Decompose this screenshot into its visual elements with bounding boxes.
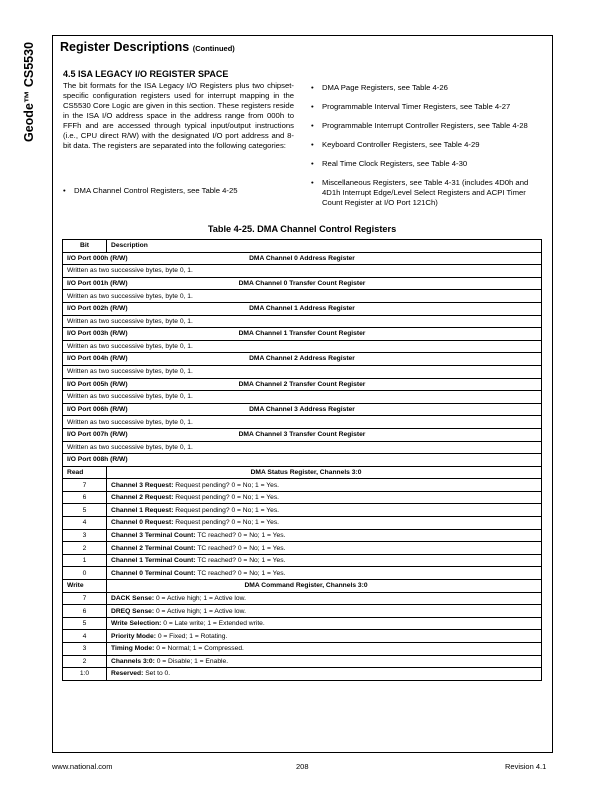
- side-title: [18, 36, 40, 142]
- register-name: DMA Channel 0 Transfer Count Register: [238, 279, 366, 287]
- bit-row: [63, 592, 542, 605]
- bit-description: [107, 504, 542, 517]
- port-description: Written as two successive bytes, byte 0, 1.: [63, 340, 542, 353]
- bit-row: [63, 668, 542, 681]
- port-header-row: [63, 454, 542, 467]
- bullet-item: • DMA Page Registers, see Table 4-26: [311, 83, 543, 93]
- port-description-row: [63, 265, 542, 278]
- bit-description: [107, 479, 542, 492]
- bit-number: 4: [63, 517, 107, 530]
- register-name: DMA Channel 3 Address Register: [249, 405, 355, 413]
- port-header-row: [63, 353, 542, 366]
- bit-field-name: Channel 0 Request:: [111, 519, 174, 527]
- bit-number: 3: [63, 529, 107, 542]
- bit-field-name: Write Selection:: [111, 620, 162, 628]
- port-header-cell: [63, 302, 542, 315]
- port-header-row: [63, 403, 542, 416]
- bit-description: [107, 542, 542, 555]
- bit-description: [107, 630, 542, 643]
- bit-description: [107, 592, 542, 605]
- side-title-text: Geode™ CS5530: [22, 41, 36, 142]
- header-continued: (Continued): [192, 44, 235, 53]
- port-description-row: [63, 365, 542, 378]
- footer-page-number: 208: [296, 762, 309, 771]
- bit-description: [107, 617, 542, 630]
- section-heading: 4.5 ISA LEGACY I/O REGISTER SPACE: [63, 69, 229, 79]
- port-header-row: [63, 252, 542, 265]
- port-address: I/O Port 004h (R/W): [67, 355, 128, 363]
- register-name: DMA Channel 1 Transfer Count Register: [238, 330, 366, 338]
- port-header-cell: [63, 353, 542, 366]
- port-address: I/O Port 003h (R/W): [67, 330, 128, 338]
- register-name: DMA Channel 1 Address Register: [249, 304, 355, 312]
- bit-row: [63, 479, 542, 492]
- bit-description: [107, 554, 542, 567]
- column-header-bit: Bit: [63, 240, 107, 253]
- bit-field-text: Set to 0.: [143, 670, 171, 678]
- bit-field-text: 0 = Active high; 1 = Active low.: [154, 594, 246, 602]
- bullet-item: • Keyboard Controller Registers, see Table 4-29: [311, 140, 543, 150]
- register-name: DMA Channel 2 Address Register: [249, 355, 355, 363]
- port-address: I/O Port 006h (R/W): [67, 405, 128, 413]
- bit-field-name: Priority Mode:: [111, 632, 156, 640]
- port-address: I/O Port 007h (R/W): [67, 430, 128, 438]
- port-description: Written as two successive bytes, byte 0, 1.: [63, 416, 542, 429]
- bit-number: 1:0: [63, 668, 107, 681]
- bit-description: [107, 605, 542, 618]
- bit-row: [63, 517, 542, 530]
- bit-field-name: Channel 3 Request:: [111, 481, 174, 489]
- bit-row: [63, 554, 542, 567]
- bit-row: [63, 655, 542, 668]
- right-bullet-list: [311, 83, 543, 217]
- bit-row: [63, 491, 542, 504]
- port-header-cell: [63, 454, 542, 467]
- bit-field-text: 0 = Disable; 1 = Enable.: [154, 657, 229, 665]
- bit-number: 7: [63, 592, 107, 605]
- bit-description: [107, 567, 542, 580]
- bit-number: 0: [63, 567, 107, 580]
- port-header-cell: [63, 378, 542, 391]
- register-table: [62, 239, 542, 681]
- bit-row: [63, 643, 542, 656]
- bit-field-name: Timing Mode:: [111, 645, 155, 653]
- port-header-cell: [63, 252, 542, 265]
- bullet-item: • Real Time Clock Registers, see Table 4-30: [311, 159, 543, 169]
- port-description-row: [63, 441, 542, 454]
- port-description: Written as two successive bytes, byte 0, 1.: [63, 265, 542, 278]
- footer-website: www.national.com: [52, 762, 113, 771]
- bit-number: 6: [63, 491, 107, 504]
- bit-field-text: 0 = Fixed; 1 = Rotating.: [155, 632, 228, 640]
- access-mode: Write: [63, 580, 107, 593]
- port-address: I/O Port 008h (R/W): [67, 456, 128, 464]
- bit-description: [107, 491, 542, 504]
- port-description: Written as two successive bytes, byte 0, 1.: [63, 391, 542, 404]
- bit-number: 2: [63, 655, 107, 668]
- port-header-row: [63, 428, 542, 441]
- bit-field-name: Channel 1 Terminal Count:: [111, 557, 196, 565]
- bit-number: 6: [63, 605, 107, 618]
- bit-row: [63, 630, 542, 643]
- port-description: Written as two successive bytes, byte 0, 1.: [63, 365, 542, 378]
- bit-field-text: Request pending? 0 = No; 1 = Yes.: [173, 481, 280, 489]
- port-description: Written as two successive bytes, byte 0, 1.: [63, 441, 542, 454]
- column-header-description: Description: [107, 240, 542, 253]
- read-section-header: [63, 466, 542, 479]
- table-header-row: [63, 240, 542, 253]
- port-address: I/O Port 000h (R/W): [67, 254, 128, 262]
- bit-number: 3: [63, 643, 107, 656]
- bit-field-text: TC reached? 0 = No; 1 = Yes.: [195, 544, 286, 552]
- bit-field-text: 0 = Active high; 1 = Active low.: [154, 607, 246, 615]
- bit-number: 1: [63, 554, 107, 567]
- bit-field-name: Channels 3:0:: [111, 657, 155, 665]
- bit-description: [107, 643, 542, 656]
- bit-field-name: Channel 2 Terminal Count:: [111, 544, 196, 552]
- bit-description: [107, 668, 542, 681]
- bullet-item: • DMA Channel Control Registers, see Table 4-25: [63, 186, 294, 196]
- port-address: I/O Port 005h (R/W): [67, 380, 128, 388]
- write-section-header: [63, 580, 542, 593]
- table-caption: Table 4-25. DMA Channel Control Registers: [207, 224, 397, 234]
- bit-number: 4: [63, 630, 107, 643]
- bullet-item: • Programmable Interval Timer Registers, see Table 4-27: [311, 102, 543, 112]
- port-header-cell: [63, 328, 542, 341]
- register-name: DMA Channel 2 Transfer Count Register: [238, 380, 366, 388]
- port-description-row: [63, 315, 542, 328]
- register-title: DMA Status Register, Channels 3:0: [107, 466, 542, 479]
- bit-field-text: Request pending? 0 = No; 1 = Yes.: [173, 494, 280, 502]
- bit-row: [63, 605, 542, 618]
- bit-number: 7: [63, 479, 107, 492]
- register-title: DMA Command Register, Channels 3:0: [107, 580, 542, 593]
- port-address: I/O Port 001h (R/W): [67, 279, 128, 287]
- bit-field-text: Request pending? 0 = No; 1 = Yes.: [173, 506, 280, 514]
- port-header-cell: [63, 428, 542, 441]
- bit-field-name: Channel 0 Terminal Count:: [111, 569, 196, 577]
- bit-field-text: TC reached? 0 = No; 1 = Yes.: [195, 531, 286, 539]
- bit-row: [63, 567, 542, 580]
- port-header-cell: [63, 403, 542, 416]
- bit-description: [107, 517, 542, 530]
- access-mode: Read: [63, 466, 107, 479]
- bit-field-text: TC reached? 0 = No; 1 = Yes.: [195, 569, 286, 577]
- left-bullet-list: [63, 186, 294, 196]
- bit-field-text: 0 = Normal; 1 = Compressed.: [154, 645, 244, 653]
- bit-field-name: Channel 1 Request:: [111, 506, 174, 514]
- register-name: DMA Channel 0 Address Register: [249, 254, 355, 262]
- bit-field-name: DACK Sense:: [111, 594, 155, 602]
- bullet-item: • Miscellaneous Registers, see Table 4-31 (includes 4D0h and 4D1h Interrupt Edge/Level Select Registers and ACPI Timer Count Register at I/O Port 121Ch): [311, 178, 543, 208]
- bit-field-name: DREQ Sense:: [111, 607, 155, 615]
- bit-field-name: Channel 3 Terminal Count:: [111, 531, 196, 539]
- bit-number: 5: [63, 504, 107, 517]
- header-title: Register Descriptions: [60, 40, 190, 54]
- bullet-item: • Programmable Interrupt Controller Registers, see Table 4-28: [311, 121, 543, 131]
- bit-number: 2: [63, 542, 107, 555]
- bit-description: [107, 655, 542, 668]
- bit-row: [63, 542, 542, 555]
- bit-field-text: Request pending? 0 = No; 1 = Yes.: [173, 519, 280, 527]
- bit-number: 5: [63, 617, 107, 630]
- port-header-row: [63, 328, 542, 341]
- port-description-row: [63, 391, 542, 404]
- intro-paragraph: The bit formats for the ISA Legacy I/O Registers plus two chipset-specific configuration registers used for interrupt mapping in the CS5530 Core Logic are given in this section. These registers reside in the ISA I/O address space in the address range from 000h to FFFh and are accessed through typical input/output instructions (i.e., CPU direct R/W) with the designated I/O port address and 8-bit data. The registers are separated into the following categories:: [63, 81, 294, 150]
- port-header-row: [63, 302, 542, 315]
- port-description-row: [63, 340, 542, 353]
- register-name: DMA Channel 3 Transfer Count Register: [238, 430, 366, 438]
- port-description: Written as two successive bytes, byte 0, 1.: [63, 315, 542, 328]
- port-description: Written as two successive bytes, byte 0, 1.: [63, 290, 542, 303]
- bit-field-name: Channel 2 Request:: [111, 494, 174, 502]
- port-description-row: [63, 290, 542, 303]
- bit-row: [63, 617, 542, 630]
- bit-description: [107, 529, 542, 542]
- port-header-cell: [63, 277, 542, 290]
- port-header-row: [63, 277, 542, 290]
- bit-row: [63, 529, 542, 542]
- port-description-row: [63, 416, 542, 429]
- bit-field-text: 0 = Late write; 1 = Extended write.: [161, 620, 265, 628]
- port-header-row: [63, 378, 542, 391]
- bit-row: [63, 504, 542, 517]
- bit-field-name: Reserved:: [111, 670, 144, 678]
- page-header: [60, 40, 235, 54]
- port-address: I/O Port 002h (R/W): [67, 304, 128, 312]
- bit-field-text: TC reached? 0 = No; 1 = Yes.: [195, 557, 286, 565]
- footer-revision: Revision 4.1: [505, 762, 547, 771]
